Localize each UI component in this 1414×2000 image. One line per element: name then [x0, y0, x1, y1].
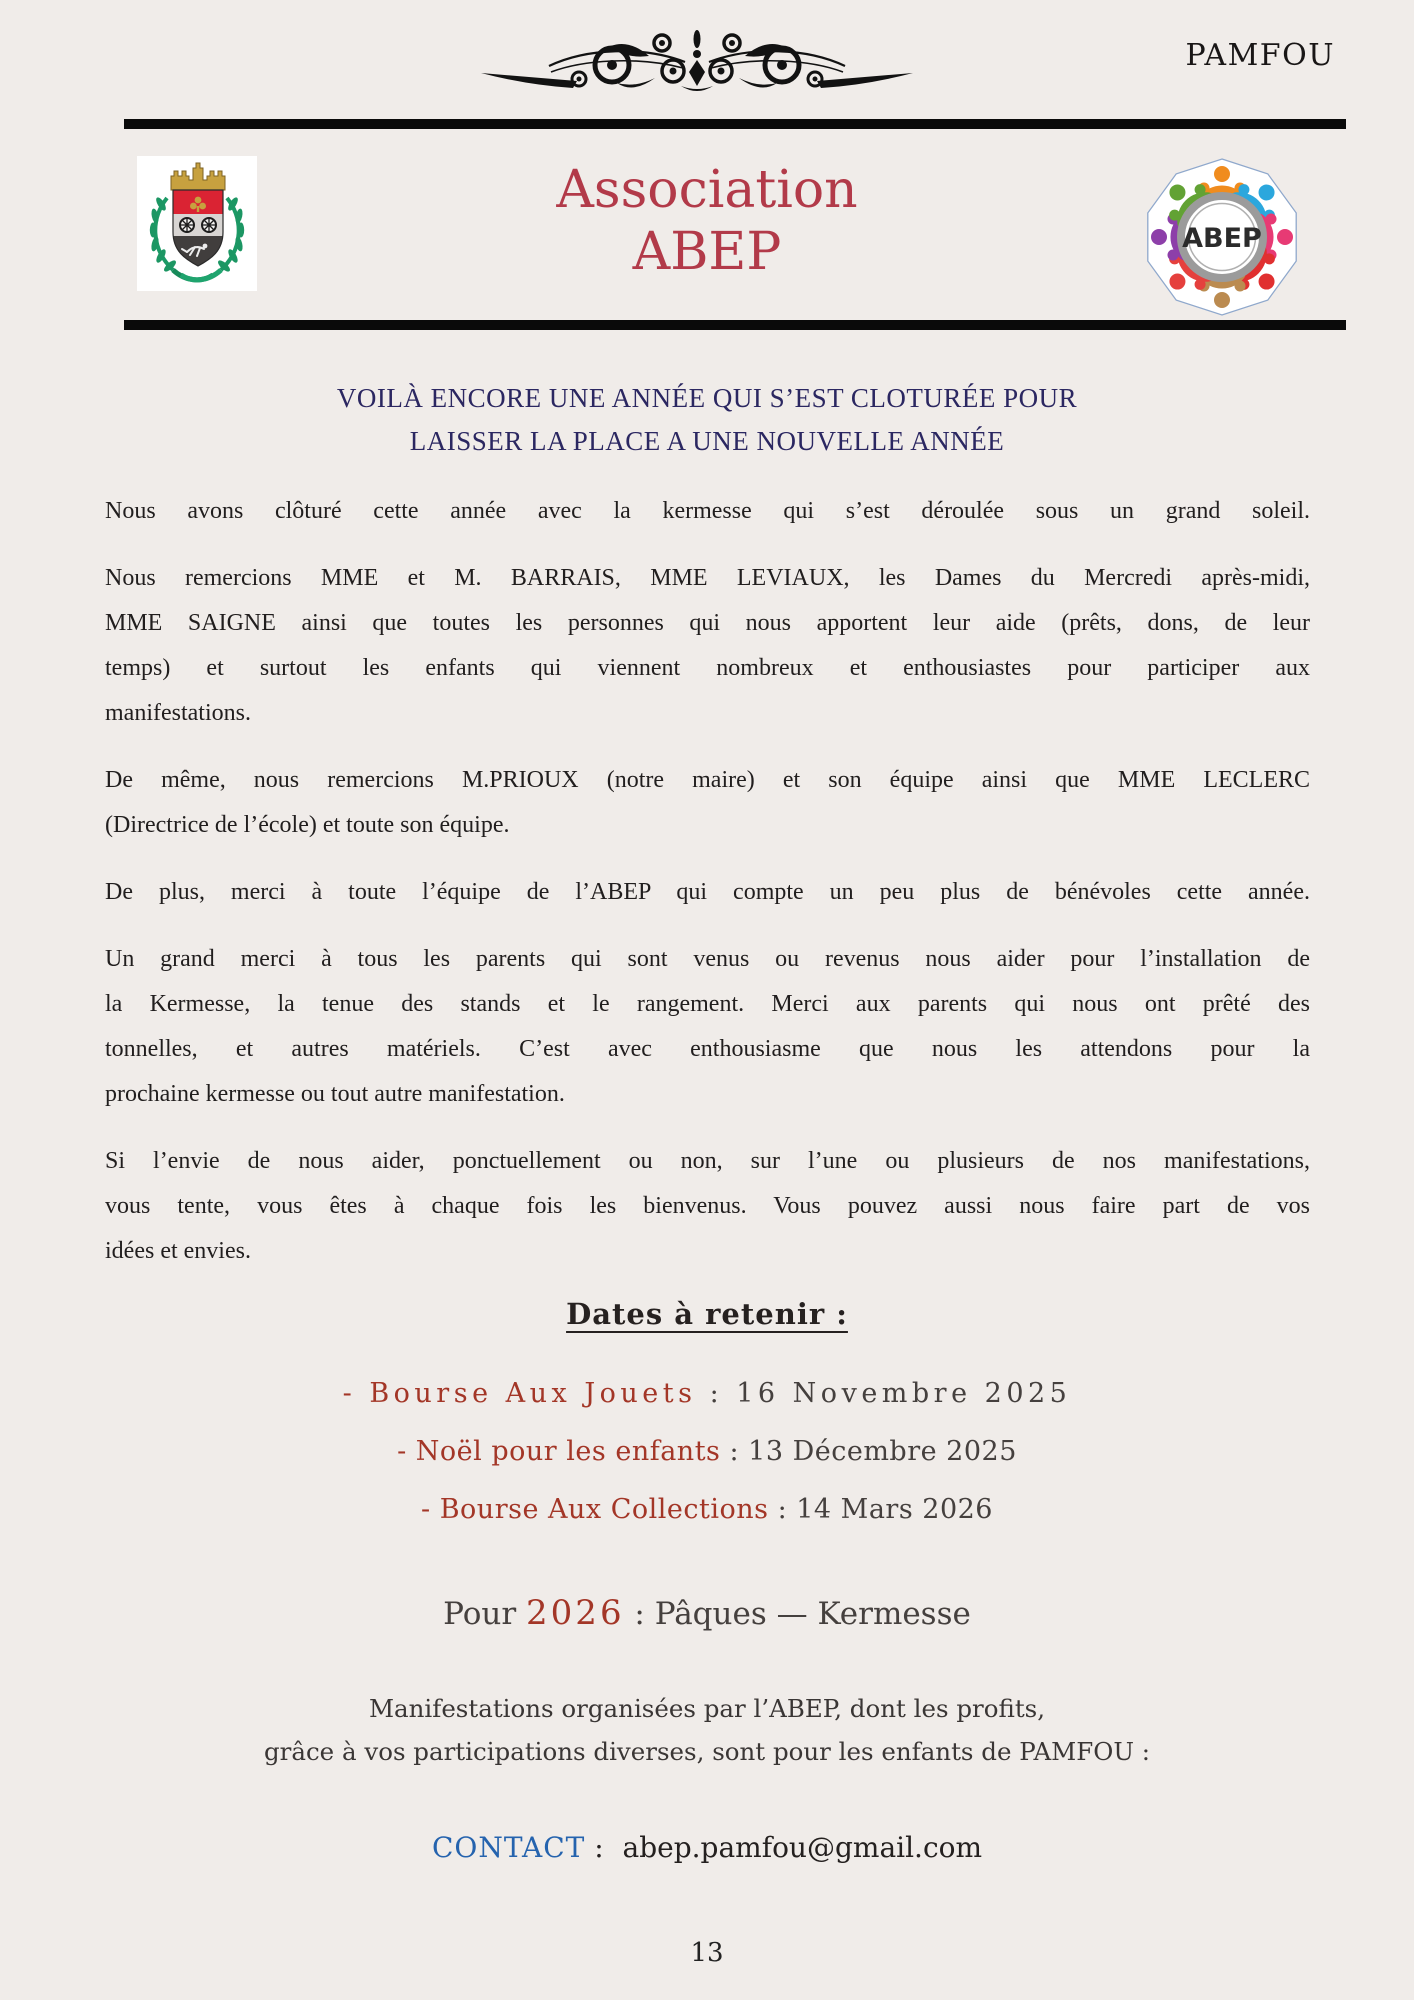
body-line: MME SAIGNE ainsi que toutes les personnes qui nous apportent leur aide (prêts, dons, de leur: [105, 610, 1310, 636]
body-line: De plus, merci à toute l’équipe de l’ABEP qui compte un peu plus de bénévoles cette année.: [105, 879, 1310, 905]
body-text: [105, 489, 1310, 1274]
intro-heading: [0, 377, 1414, 463]
contact-label: CONTACT: [431, 1831, 586, 1864]
abep-badge-logo: [1142, 158, 1302, 316]
body-line: prochaine kermesse ou tout autre manifestation.: [105, 1081, 565, 1107]
region-label: PAMFOU: [1185, 38, 1335, 73]
body-line: Nous remercions MME et M. BARRAIS, MME LEVIAUX, les Dames du Mercredi après-midi,: [105, 565, 1310, 591]
body-line: Si l’envie de nous aider, ponctuellement ou non, sur l’une ou plusieurs de nos manifestations,: [105, 1148, 1310, 1174]
pamfou-coat-of-arms-logo: [137, 156, 257, 291]
dates-heading: Dates à retenir :: [566, 1297, 848, 1331]
contact-separator: :: [585, 1831, 613, 1864]
contact-line: [0, 1831, 1414, 1864]
body-line: idées et envies.: [105, 1238, 251, 1264]
pour-2026-line: [0, 1592, 1414, 1635]
paragraph-5: [105, 937, 1310, 1117]
body-line: la Kermesse, la tenue des stands et le rangement. Merci aux parents qui nous ont prêté des: [105, 991, 1310, 1017]
pour-rest: : Pâques — Kermesse: [624, 1596, 971, 1632]
contact-email: abep.pamfou@gmail.com: [622, 1831, 983, 1864]
pour-prefix: Pour: [443, 1596, 527, 1632]
page-top: [0, 0, 1414, 104]
pour-year: 2026: [526, 1593, 625, 1633]
paragraph-4: [105, 870, 1310, 915]
body-line: Nous avons clôturé cette année avec la kermesse qui s’est déroulée sous un grand soleil.: [105, 498, 1310, 524]
paragraph-1: [105, 489, 1310, 534]
intro-heading-line1: VOILÀ ENCORE UNE ANNÉE QUI S’EST CLOTURÉE POUR: [336, 383, 1078, 413]
divider-rule-top: [124, 119, 1346, 129]
paragraph-2: [105, 556, 1310, 736]
footer-note-line1: Manifestations organisées par l’ABEP, dont les profits,: [368, 1694, 1046, 1723]
intro-heading-line2: LAISSER LA PLACE A UNE NOUVELLE ANNÉE: [409, 426, 1005, 456]
event-date: : 13 Décembre 2025: [720, 1436, 1017, 1467]
body-line: De même, nous remercions M.PRIOUX (notre maire) et son équipe ainsi que MME LECLERC: [105, 767, 1310, 793]
page-number: 13: [690, 1938, 724, 1968]
page-title-line2: ABEP: [632, 222, 782, 282]
dates-list: [0, 1374, 1414, 1530]
footer-note: [0, 1687, 1414, 1773]
event-name: - Noël pour les enfants: [397, 1436, 721, 1467]
list-item-bourse-aux-jouets: [0, 1374, 1414, 1414]
body-line: temps) et surtout les enfants qui viennent nombreux et enthousiastes pour participer aux: [105, 655, 1310, 681]
list-item-noel-pour-les-enfants: [0, 1432, 1414, 1472]
page-header: [0, 129, 1414, 320]
badge-text: ABEP: [1182, 223, 1262, 254]
body-line: (Directrice de l’école) et toute son équipe.: [105, 812, 510, 838]
page-title-line1: Association: [556, 160, 858, 220]
divider-rule-bottom: [124, 320, 1346, 330]
body-line: tonnelles, et autres matériels. C’est avec enthousiasme que nous les attendons pour la: [105, 1036, 1310, 1062]
list-item-bourse-aux-collections: [0, 1490, 1414, 1530]
footer-note-line2: grâce à vos participations diverses, sont pour les enfants de PAMFOU :: [263, 1737, 1151, 1766]
paragraph-6: [105, 1139, 1310, 1274]
body-line: manifestations.: [105, 700, 251, 726]
event-date: : 14 Mars 2026: [768, 1494, 993, 1525]
body-line: vous tente, vous êtes à chaque fois les bienvenus. Vous pouvez aussi nous faire part de vos: [105, 1193, 1310, 1219]
paragraph-3: [105, 758, 1310, 848]
flourish-ornament-icon: [477, 26, 917, 102]
body-line: Un grand merci à tous les parents qui sont venus ou revenus nous aider pour l’installation de: [105, 946, 1310, 972]
event-date: : 16 Novembre 2025: [696, 1378, 1072, 1409]
event-name: - Bourse Aux Jouets: [342, 1378, 697, 1409]
event-name: - Bourse Aux Collections: [421, 1494, 769, 1525]
